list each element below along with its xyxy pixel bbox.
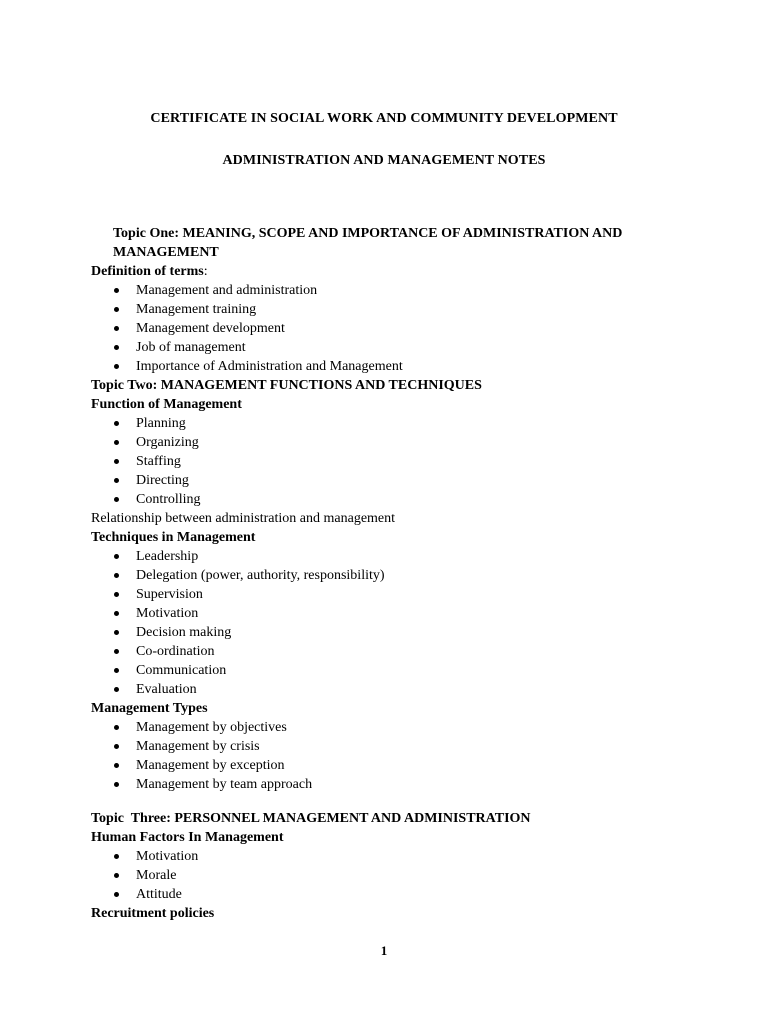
list-item xyxy=(91,452,691,471)
list-item-text: Management by crisis xyxy=(136,739,260,754)
document-subtitle: ADMINISTRATION AND MANAGEMENT NOTES xyxy=(222,153,546,168)
bullet-icon xyxy=(114,440,119,445)
list-item-text: Leadership xyxy=(136,549,199,564)
list-item xyxy=(91,281,691,300)
bullet-icon xyxy=(114,873,119,878)
bullet-icon xyxy=(114,725,119,730)
list-item xyxy=(91,566,691,585)
list-item-text: Organizing xyxy=(136,435,199,450)
bullet-icon xyxy=(114,497,119,502)
list-item-text: Management by objectives xyxy=(136,720,287,735)
topic-one-title-line1: MEANING, SCOPE AND IMPORTANCE OF ADMINISTRATION AND xyxy=(179,226,623,241)
bullet-icon xyxy=(114,782,119,787)
list-item-text: Communication xyxy=(136,663,227,678)
definition-heading-text: Definition of terms xyxy=(91,264,204,279)
list-item xyxy=(91,490,691,509)
list-item-text: Directing xyxy=(136,473,189,488)
list-item-text: Attitude xyxy=(136,887,182,902)
definition-of-terms-heading xyxy=(91,262,691,281)
bullet-icon xyxy=(114,854,119,859)
notes-content xyxy=(91,224,691,923)
bullet-icon xyxy=(114,288,119,293)
definition-list xyxy=(91,281,691,376)
topic-three-title: PERSONNEL MANAGEMENT AND ADMINISTRATION xyxy=(170,811,531,826)
list-item xyxy=(91,604,691,623)
bullet-icon xyxy=(114,744,119,749)
bullet-icon xyxy=(114,649,119,654)
bullet-icon xyxy=(114,554,119,559)
bullet-icon xyxy=(114,307,119,312)
list-item xyxy=(91,319,691,338)
topic-two-label: Topic Two: xyxy=(91,378,158,393)
human-factors-list xyxy=(91,847,691,904)
bullet-icon xyxy=(114,892,119,897)
list-item xyxy=(91,585,691,604)
list-item-text: Supervision xyxy=(136,587,203,602)
relationship-line: Relationship between administration and management xyxy=(91,511,396,526)
list-item-text: Management by exception xyxy=(136,758,285,773)
list-item xyxy=(91,847,691,866)
bullet-icon xyxy=(114,478,119,483)
list-item-text: Staffing xyxy=(136,454,181,469)
list-item xyxy=(91,680,691,699)
bullet-icon xyxy=(114,687,119,692)
human-factors-heading: Human Factors In Management xyxy=(91,830,284,845)
topic-one-title-line2: MANAGEMENT xyxy=(113,245,219,260)
function-of-management-heading: Function of Management xyxy=(91,397,242,412)
list-item xyxy=(91,775,691,794)
bullet-icon xyxy=(114,592,119,597)
list-item-text: Management training xyxy=(136,302,257,317)
bullet-icon xyxy=(114,763,119,768)
list-item-text: Planning xyxy=(136,416,186,431)
list-item xyxy=(91,547,691,566)
bullet-icon xyxy=(114,326,119,331)
management-types-heading: Management Types xyxy=(91,701,208,716)
functions-list xyxy=(91,414,691,509)
bullet-icon xyxy=(114,573,119,578)
list-item xyxy=(91,433,691,452)
page-number: 1 xyxy=(380,943,388,958)
list-item-text: Management by team approach xyxy=(136,777,313,792)
topic-one-label: Topic One: xyxy=(113,226,179,241)
list-item xyxy=(91,866,691,885)
list-item xyxy=(91,642,691,661)
techniques-heading: Techniques in Management xyxy=(91,530,256,545)
list-item xyxy=(91,661,691,680)
list-item-text: Evaluation xyxy=(136,682,197,697)
list-item-text: Motivation xyxy=(136,849,199,864)
list-item xyxy=(91,300,691,319)
list-item-text: Controlling xyxy=(136,492,201,507)
bullet-icon xyxy=(114,630,119,635)
bullet-icon xyxy=(114,421,119,426)
bullet-icon xyxy=(114,345,119,350)
techniques-list xyxy=(91,547,691,699)
recruitment-policies-heading: Recruitment policies xyxy=(91,906,215,921)
definition-heading-colon: : xyxy=(203,264,208,279)
bullet-icon xyxy=(114,611,119,616)
topic-three-heading xyxy=(91,809,691,828)
topic-one-heading xyxy=(91,224,691,262)
list-item-text: Management and administration xyxy=(136,283,318,298)
bullet-icon xyxy=(114,364,119,369)
list-item xyxy=(91,718,691,737)
list-item xyxy=(91,357,691,376)
management-types-list xyxy=(91,718,691,794)
list-item-text: Motivation xyxy=(136,606,199,621)
list-item xyxy=(91,885,691,904)
list-item xyxy=(91,471,691,490)
topic-two-title: MANAGEMENT FUNCTIONS AND TECHNIQUES xyxy=(157,378,482,393)
list-item-text: Decision making xyxy=(136,625,232,640)
list-item-text: Importance of Administration and Management xyxy=(136,359,403,374)
document-title: CERTIFICATE IN SOCIAL WORK AND COMMUNITY DEVELOPMENT xyxy=(150,111,618,126)
list-item-text: Morale xyxy=(136,868,177,883)
topic-two-heading xyxy=(91,376,691,395)
list-item xyxy=(91,623,691,642)
list-item xyxy=(91,737,691,756)
list-item-text: Co-ordination xyxy=(136,644,215,659)
list-item xyxy=(91,338,691,357)
section-gap xyxy=(91,794,691,809)
list-item-text: Delegation (power, authority, responsibility) xyxy=(136,568,385,583)
list-item xyxy=(91,414,691,433)
list-item-text: Job of management xyxy=(136,340,246,355)
bullet-icon xyxy=(114,668,119,673)
list-item-text: Management development xyxy=(136,321,285,336)
topic-three-label: Topic Three: xyxy=(91,811,171,826)
list-item xyxy=(91,756,691,775)
bullet-icon xyxy=(114,459,119,464)
